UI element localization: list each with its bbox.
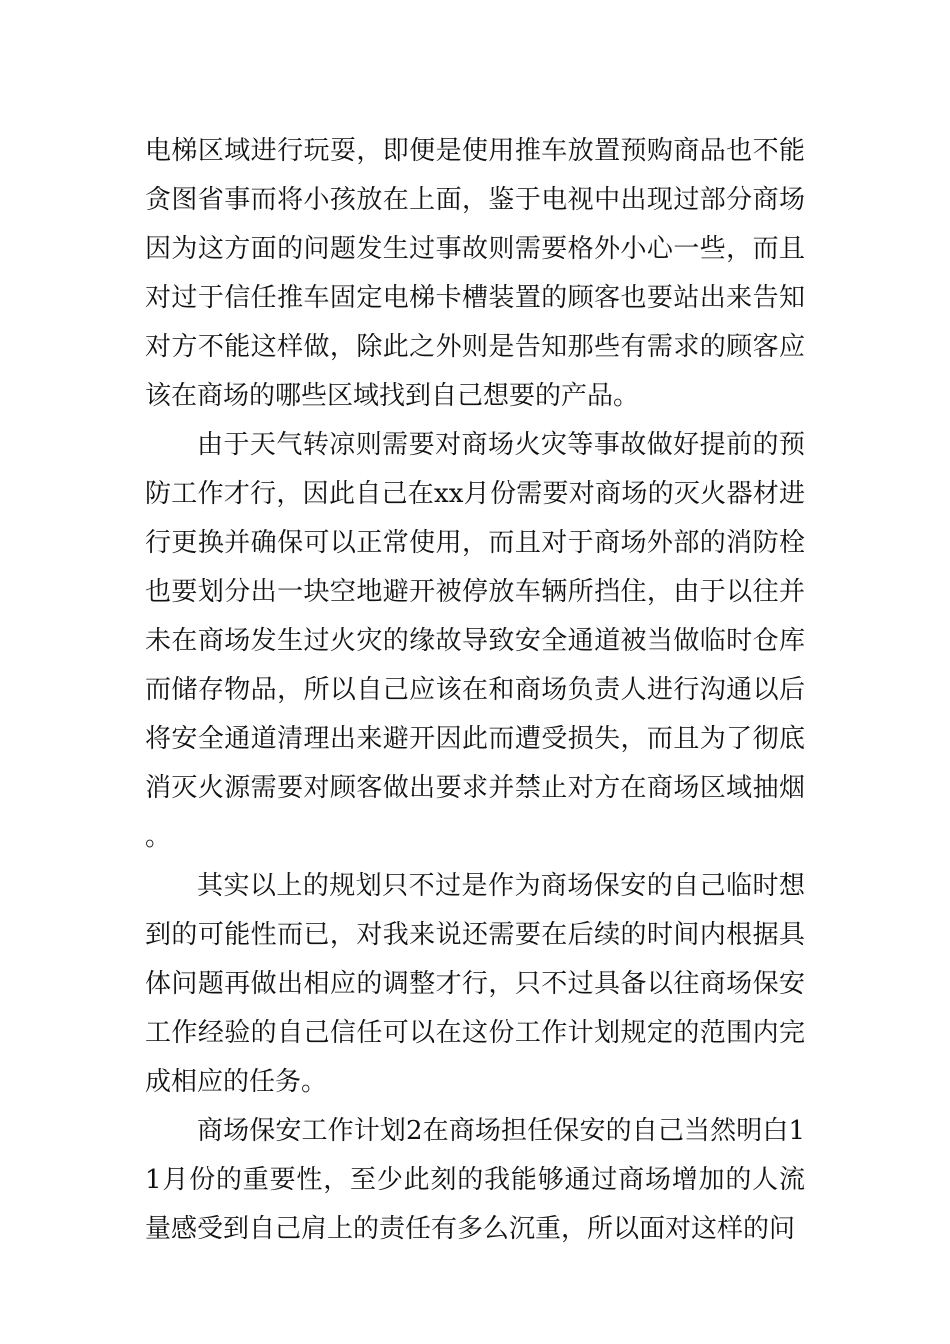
paragraph-2: 由于天气转凉则需要对商场火灾等事故做好提前的预防工作才行，因此自己在xx月份需要对商场的灭火器材进行更换并确保可以正常使用，而且对于商场外部的消防栓也要划分出一块空地避开被停放车辆所挡住，由于以往并未在商场发生过火灾的缘故导致安全通道被当做临时仓库而储存物品，所以自己应该在和商场负责人进行沟通以后将安全通道清理出来避开因此而遭受损失，而且为了彻底消灭火源需要对顾客做出要求并禁止对方在商场区域抽烟。 <box>145 430 805 852</box>
paragraph-4: 商场保安工作计划2在商场担任保安的自己当然明白11月份的重要性，至少此刻的我能够通过商场增加的人流量感受到自己肩上的责任有多么沉重，所以面对这样的问 <box>145 1116 805 1244</box>
document-body <box>145 127 805 1254</box>
paragraph-3: 其实以上的规划只不过是作为商场保安的自己临时想到的可能性而已，对我来说还需要在后续的时间内根据具体问题再做出相应的调整才行，只不过具备以往商场保安工作经验的自己信任可以在这份工作计划规定的范围内完成相应的任务。 <box>145 871 805 1097</box>
paragraph-1: 电梯区域进行玩耍，即便是使用推车放置预购商品也不能贪图省事而将小孩放在上面，鉴于电视中出现过部分商场因为这方面的问题发生过事故则需要格外小心一些，而且对过于信任推车固定电梯卡槽装置的顾客也要站出来告知对方不能这样做，除此之外则是告知那些有需求的顾客应该在商场的哪些区域找到自己想要的产品。 <box>145 136 805 411</box>
